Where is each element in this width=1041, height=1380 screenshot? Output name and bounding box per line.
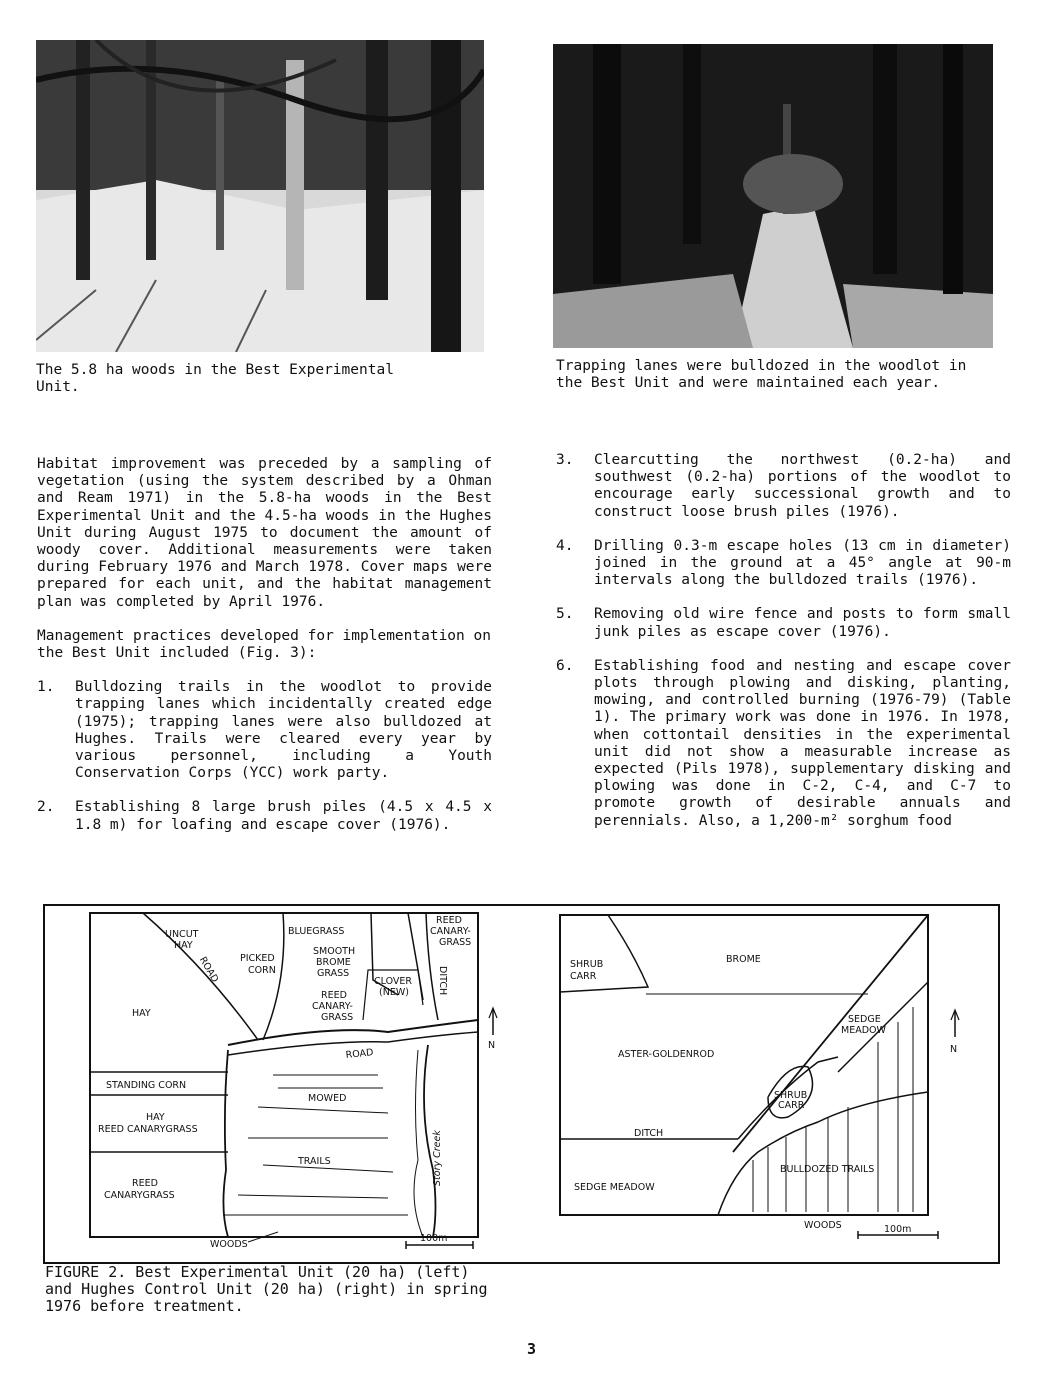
label-grass-mid: GRASS bbox=[321, 1012, 354, 1023]
list-text: Drilling 0.3-m escape holes (13 cm in diameter) joined in the ground at a 45° angle at 90-m intervals along the bulldozed trails (1976). bbox=[594, 537, 1011, 589]
label-shrub: SHRUB bbox=[570, 959, 604, 970]
list-number: 3. bbox=[556, 452, 574, 468]
label-trails: TRAILS bbox=[298, 1156, 331, 1167]
label-aster-goldenrod: ASTER-GOLDENROD bbox=[618, 1049, 715, 1060]
label-bulldozed-trails: BULLDOZED TRAILS bbox=[780, 1164, 875, 1175]
right-photo-caption: Trapping lanes were bulldozed in the woodlot in the Best Unit and were maintained each year. bbox=[556, 358, 976, 391]
label-uncut: UNCUT bbox=[165, 929, 199, 940]
list-number: 1. bbox=[37, 679, 55, 696]
list-item bbox=[37, 799, 492, 833]
left-text-column bbox=[37, 456, 492, 851]
label-uncut-hay: HAY bbox=[174, 940, 193, 951]
right-text-column bbox=[556, 452, 1011, 847]
label-bluegrass: BLUEGRASS bbox=[288, 926, 345, 937]
map-hughes-unit bbox=[558, 912, 978, 1242]
label-ditch: DITCH bbox=[437, 966, 448, 996]
page-number: 3 bbox=[527, 1340, 537, 1358]
label-picked-corn: CORN bbox=[248, 965, 276, 976]
label-hay: HAY bbox=[132, 1008, 151, 1019]
label-hay-band: HAY bbox=[146, 1112, 165, 1123]
list-text: Clearcutting the northwest (0.2-ha) and southwest (0.2-ha) portions of the woodlot to encourage early successional growth and to construct loose brush piles (1976). bbox=[594, 452, 1011, 520]
left-photo-caption: The 5.8 ha woods in the Best Experimental Unit. bbox=[36, 362, 403, 395]
list-item bbox=[556, 538, 1011, 590]
photo-best-woods bbox=[36, 40, 484, 352]
photo-trapping-lanes bbox=[553, 44, 993, 348]
list-item bbox=[37, 679, 492, 782]
label-reed-mid: REED bbox=[321, 990, 347, 1001]
label-brome: BROME bbox=[726, 954, 761, 965]
label-carr-small: CARR bbox=[778, 1100, 805, 1111]
label-mowed: MOWED bbox=[308, 1093, 347, 1104]
label-meadow-top: MEADOW bbox=[841, 1025, 886, 1036]
paragraph: Habitat improvement was preceded by a sampling of vegetation (using the system described by a Ohman and Ream 1971) in the 5.8-ha woods in the Best Experimental Unit and the 4.5-ha woods in the Hughes Unit during August 1975 to document the amount of woody cover. Additional measurements were taken during February 1976 and March 1978. Cover maps were prepared for each unit, and the habitat management plan was completed by April 1976. bbox=[37, 456, 492, 610]
list-number: 5. bbox=[556, 606, 574, 623]
label-reed-low: REED bbox=[132, 1178, 158, 1189]
list-number: 6. bbox=[556, 657, 574, 674]
figure-caption: FIGURE 2. Best Experimental Unit (20 ha) (left) and Hughes Control Unit (20 ha) (right) in spring 1976 before treatment. bbox=[45, 1263, 488, 1315]
label-grass-top: GRASS bbox=[439, 937, 472, 948]
label-shrub-small: SHRUB bbox=[774, 1090, 808, 1101]
label-canary-mid: CANARY- bbox=[312, 1001, 353, 1012]
label-brome-grass: GRASS bbox=[317, 968, 350, 979]
label-picked: PICKED bbox=[240, 953, 275, 964]
label-scale: 100m bbox=[420, 1233, 448, 1244]
label-scale: 100m bbox=[884, 1224, 912, 1235]
list-item bbox=[556, 606, 1011, 640]
paragraph: Management practices developed for implementation on the Best Unit included (Fig. 3): bbox=[37, 627, 491, 662]
list-text: Bulldozing trails in the woodlot to provide trapping lanes which incidentally created edge (1975); trapping lanes were also bulldozed at Hughes. Trails were cleared every year by various personnel, including a Youth Conservation Corps (YCC) work party. bbox=[75, 679, 492, 782]
label-north: N bbox=[488, 1040, 496, 1051]
label-standing-corn: STANDING CORN bbox=[106, 1080, 187, 1091]
label-clover: CLOVER bbox=[374, 976, 412, 987]
label-canary-top: CANARY- bbox=[430, 926, 471, 937]
list-number: 4. bbox=[556, 537, 574, 554]
label-clover-new: (NEW) bbox=[379, 987, 409, 998]
list-item bbox=[556, 658, 1011, 830]
map-best-unit bbox=[88, 910, 508, 1250]
label-woods: WOODS bbox=[804, 1220, 842, 1231]
label-story-creek: Story Creek bbox=[432, 1130, 443, 1186]
label-sedge-meadow: SEDGE MEADOW bbox=[574, 1182, 655, 1193]
label-north: N bbox=[950, 1044, 958, 1055]
label-brome: BROME bbox=[316, 957, 351, 968]
label-reed-canarygrass-band: REED CANARYGRASS bbox=[98, 1124, 198, 1135]
label-sedge-top: SEDGE bbox=[848, 1014, 881, 1025]
list-item bbox=[556, 452, 1011, 521]
list-number: 2. bbox=[37, 799, 55, 816]
list-text: Establishing food and nesting and escape cover plots through plowing and disking, planting, mowing, and controlled burning (1976-79) (Table 1). The primary work was done in 1976. In 1978, when cottontail densities in the experimental unit did not show a measurable increase as expected (Pils 1978), supplementary disking and plowing was done in C-2, C-4, and C-7 to promote growth of desirable annuals and perennials. Also, a 1,200-m² sorghum food bbox=[594, 657, 1011, 829]
label-woods: WOODS bbox=[210, 1239, 248, 1250]
list-text: Establishing 8 large brush piles (4.5 x 4.5 x 1.8 m) for loafing and escape cover (1976). bbox=[75, 799, 492, 833]
label-smooth: SMOOTH bbox=[313, 946, 356, 957]
label-road: ROAD bbox=[345, 1047, 374, 1062]
label-carr: CARR bbox=[570, 971, 597, 982]
label-reed-top: REED bbox=[436, 915, 462, 926]
label-road-diagonal: ROAD bbox=[196, 954, 221, 985]
label-ditch: DITCH bbox=[634, 1128, 664, 1139]
list-text: Removing old wire fence and posts to form small junk piles as escape cover (1976). bbox=[594, 606, 1011, 640]
label-canarygrass-low: CANARYGRASS bbox=[104, 1190, 175, 1201]
